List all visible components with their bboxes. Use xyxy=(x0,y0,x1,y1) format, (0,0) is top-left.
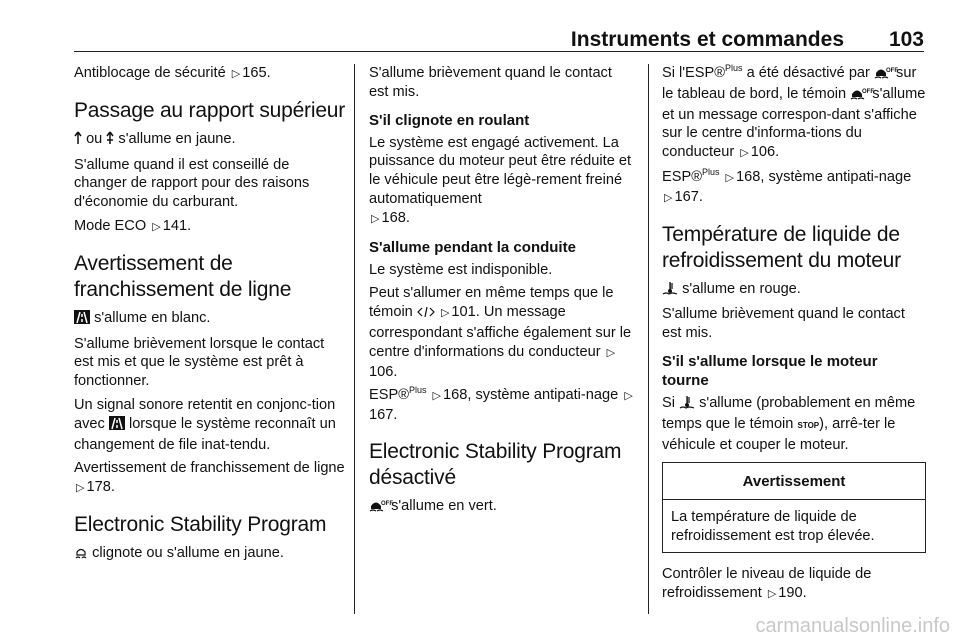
esp-off-icon xyxy=(874,65,898,85)
paragraph: S'allume brièvement quand le contact est mis. xyxy=(662,306,905,342)
page-ref-arrow-icon: ▷ xyxy=(440,307,450,320)
page-ref-arrow-icon: ▷ xyxy=(767,587,777,600)
lane-departure-icon xyxy=(109,416,125,436)
warning-box xyxy=(662,462,926,553)
chapter-title: Instruments et commandes xyxy=(570,28,844,51)
svg-text:OFF: OFF xyxy=(381,500,393,507)
stop-icon: STOP xyxy=(797,420,820,430)
paragraph: Peut s'allumer en même temps que le témoin ▷ 101. Un message correspondant s'affiche également sur le centre d'informations du conducteur ▷106. xyxy=(369,285,632,380)
paragraph: S'allume quand il est conseillé de changer de rapport pour des raisons d'économie du carburant. xyxy=(74,156,310,211)
column-divider xyxy=(354,64,355,614)
page-ref-arrow-icon: ▷ xyxy=(231,68,241,80)
ac-warning-icon xyxy=(417,305,435,324)
paragraph: Le système est engagé activement. La puissance du moteur peut être réduite et le véhicule peut être légè-rement freiné automatiquement ▷ 168. xyxy=(369,134,635,229)
page-ref-arrow-icon: ▷ xyxy=(432,390,442,403)
shift-up-double-icon xyxy=(106,131,114,151)
esp-icon xyxy=(74,545,88,565)
page-ref-arrow-icon: ▷ xyxy=(740,147,749,160)
paragraph: Si s'allume (probablement en même temps que le témoin STOP), arrê-ter le véhicule et couper le moteur. xyxy=(662,394,916,453)
paragraph: OFF s'allume en vert. xyxy=(369,497,635,518)
svg-text:OFF: OFF xyxy=(885,68,898,74)
column-right xyxy=(662,64,926,612)
section-heading-esp: Electronic Stability Program xyxy=(74,512,327,536)
paragraph: Contrôler le niveau de liquide de refroidissement ▷ 190. xyxy=(662,565,926,604)
paragraph: s'allume en rouge. xyxy=(662,280,926,301)
paragraph: ESP®$^{Plus}$ ▷ 168, système antipati-nage ▷ 167. xyxy=(662,168,926,208)
page-ref-arrow-icon: ▷ xyxy=(152,220,161,233)
paragraph: Le système est indisponible. xyxy=(369,261,553,278)
warning-body: La température de liquide de refroidissement est trop élevée. xyxy=(671,509,875,545)
page-header xyxy=(74,26,924,52)
page-ref-arrow-icon: ▷ xyxy=(76,482,85,495)
page-ref-arrow-icon: ▷ xyxy=(664,191,673,204)
paragraph: s'allume en blanc. xyxy=(74,309,346,330)
paragraph: Un signal sonore retentit en conjonc-tion avec lorsque le système reconnaît un changement de file inat-tendu. xyxy=(74,396,336,453)
watermark: carmanualsonline.info xyxy=(755,615,950,637)
page-ref-arrow-icon: ▷ xyxy=(725,171,735,184)
section-heading-esp-off: Electronic Stability Program désactivé xyxy=(369,439,622,489)
section-heading-coolant: Température de liquide de refroidissement du moteur xyxy=(662,222,901,272)
paragraph: Avertissement de franchissement de ligne ▷ 178. xyxy=(74,459,346,498)
paragraph: Si l'ESP®$^{Plus}$ a été désactivé par OFF sur le tableau de bord, le témoin OFF s'allume et un message correspon-dant s'affiche sur le centre d'informa-tions du conducteur ▷ 106. xyxy=(662,64,926,163)
subheading-blink: S'il clignote en roulant xyxy=(369,111,530,129)
page-number: 103 xyxy=(888,28,924,51)
paragraph: ou s'allume en jaune. xyxy=(74,130,346,151)
coolant-temperature-icon xyxy=(679,395,695,415)
column-middle xyxy=(369,64,635,612)
shift-up-icon xyxy=(74,131,82,151)
paragraph: S'allume brièvement lorsque le contact est mis et que le système est prêt à fonctionner. xyxy=(74,335,325,390)
svg-text:OFF: OFF xyxy=(862,88,875,95)
coolant-temperature-icon xyxy=(662,281,678,301)
section-heading-shift: Passage au rapport supérieur xyxy=(74,98,346,122)
page-ref-arrow-icon: ▷ xyxy=(371,212,380,225)
subheading-drive: S'allume pendant la conduite xyxy=(369,238,576,256)
warning-title: Avertissement xyxy=(663,463,925,500)
section-heading-lane: Avertissement de franchissement de ligne xyxy=(74,251,292,301)
lane-departure-icon xyxy=(74,310,90,330)
paragraph: clignote ou s'allume en jaune. xyxy=(74,544,346,565)
paragraph: Antiblocage de sécurité ▷ 165. xyxy=(74,64,346,84)
column-left xyxy=(74,64,346,612)
column-divider xyxy=(648,64,649,614)
subheading-engine-running: S'il s'allume lorsque le moteur tourne xyxy=(662,352,878,389)
paragraph: Mode ECO ▷ 141. xyxy=(74,217,346,237)
esp-off-icon xyxy=(369,498,393,518)
page-ref-arrow-icon: ▷ xyxy=(606,346,616,359)
paragraph: S'allume brièvement quand le contact est mis. xyxy=(369,65,612,100)
page-ref-arrow-icon: ▷ xyxy=(624,390,633,403)
esp-off-icon xyxy=(850,86,875,106)
paragraph: ESP®$^{Plus}$ ▷ 168, système antipati-nage ▷167. xyxy=(369,385,633,424)
